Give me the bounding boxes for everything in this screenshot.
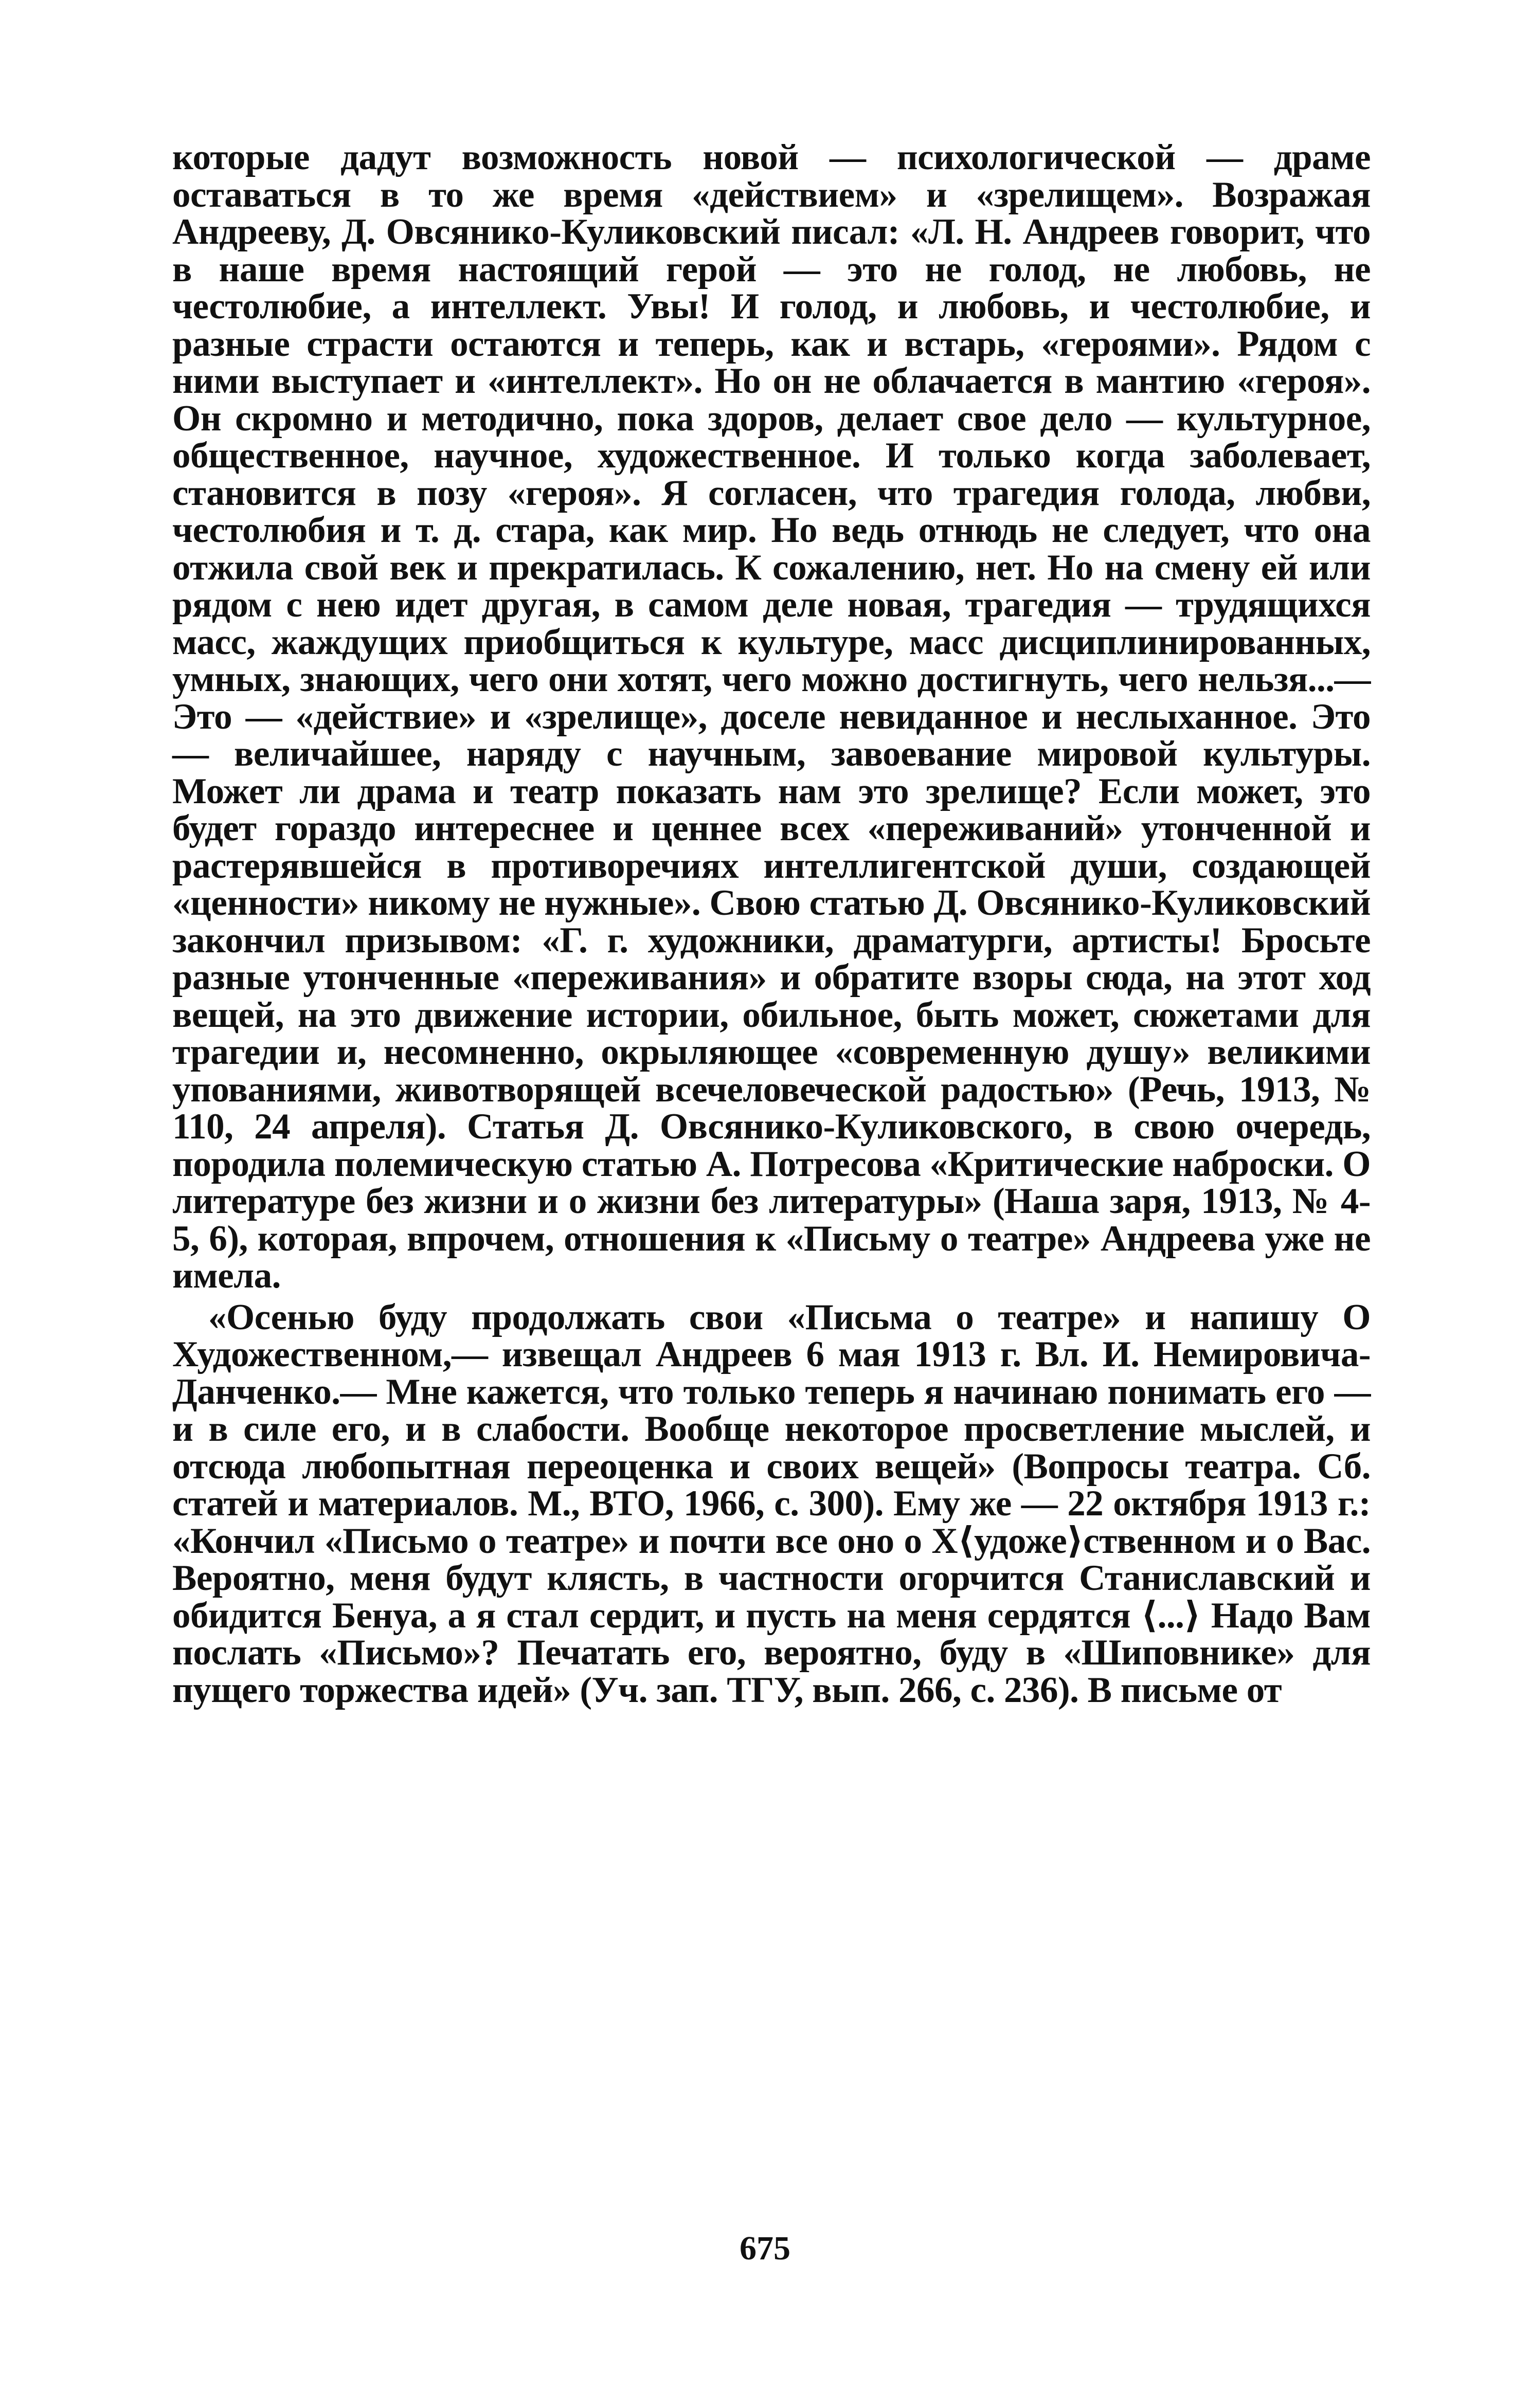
paragraph-1: которые дадут возможность новой — психологической — драме оставаться в то же время «действием» и «зрелищем». Возражая Андрееву, Д. Овсянико-Куликовский писал: «Л. Н. Андреев говорит, что в наше время настоящий герой — это не голод, не любовь, не честолюбие, а интеллект. Увы! И голод, и любовь, и честолюбие, и разные страсти остаются и теперь, как и встарь, «героями». Рядом с ними выступает и «интеллект». Но он не облачается в мантию «героя». Он скромно и методично, пока здоров, делает свое дело — культурное, общественное, научное, художественное. И только когда заболевает, становится в позу «героя». Я согласен, что трагедия голода, любви, честолюбия и т. д. стара, как мир. Но ведь отнюдь не следует, что она отжила свой век и прекратилась. К сожалению, нет. Но на смену ей или рядом с нею идет другая, в самом деле новая, трагедия — трудящихся масс, жаждущих приобщиться к культуре, масс дисциплинированных, умных, знающих, чего они хотят, чего можно достигнуть, чего нельзя...— Это — «действие» и «зрелище», доселе невиданное и неслыханное. Это — величайшее, наряду с научным, завоевание мировой культуры. Может ли драма и театр показать нам это зрелище? Если может, это будет гораздо интереснее и ценнее всех «переживаний» утонченной и растерявшейся в противоречиях интеллигентской души, создающей «ценности» никому не нужные». Свою статью Д. Овсянико-Куликовский закончил призывом: «Г. г. художники, драматурги, артисты! Бросьте разные утонченные «переживания» и обратите взоры сюда, на этот ход вещей, на это движение истории, обильное, быть может, сюжетами для трагедии и, несомненно, окрыляющее «современную душу» великими упованиями, животворящей всечеловеческой радостью» (Речь, 1913, № 110, 24 апреля). Статья Д. Овсянико-Куликовского, в свою очередь, породила полемическую статью А. Потресова «Критические наброски. О литературе без жизни и о жизни без литературы» (Наша заря, 1913, № 4-5, 6), которая, впрочем, отношения к «Письму о театре» Андреева уже не имела. — [172, 137, 1371, 1296]
page-number: 675 — [740, 2230, 790, 2267]
body-text — [172, 139, 1371, 1709]
paragraph-2: «Осенью буду продолжать свои «Письма о театре» и напишу О Художественном,— извещал Андреев 6 мая 1913 г. Вл. И. Немировича-Данченко.— Мне кажется, что только теперь я начинаю понимать его — и в силе его, и в слабости. Вообще некоторое просветление мыслей, и отсюда любопытная переоценка и своих вещей» (Вопросы театра. Сб. статей и материалов. М., ВТО, 1966, с. 300). Ему же — 22 октября 1913 г.: «Кончил «Письмо о театре» и почти все оно о Х⟨удоже⟩ственном и о Вас. Вероятно, меня будут клясть, в частности огорчится Станиславский и обидится Бенуа, а я стал сердит, и пусть на меня сердятся ⟨...⟩ Надо Вам послать «Письмо»? Печатать его, вероятно, буду в «Шиповнике» для пущего торжества идей» (Уч. зап. ТГУ, вып. 266, с. 236). В письме от — [172, 1297, 1371, 1710]
